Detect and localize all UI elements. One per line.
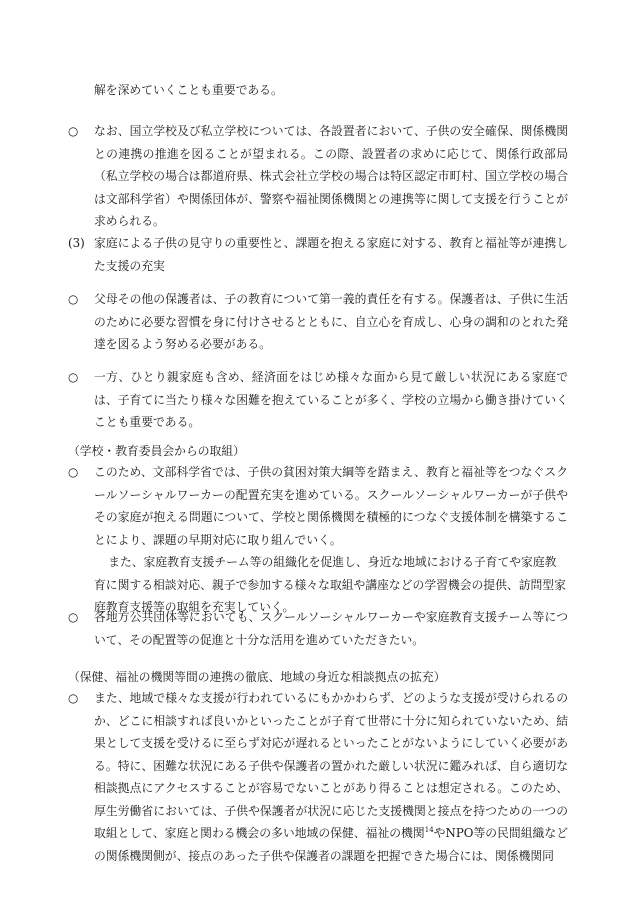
subheading-health-welfare-coordination: [68, 666, 568, 689]
circle-bullet: ○: [68, 370, 79, 384]
section-heading-3: [68, 232, 568, 277]
paragraph-text-part-a: また、地域で様々な支援が行われているにもかかわらず、どのような支援が受けられるのか、どこに相談すれば良いかといったことが子育て世帯に十分に知られていないため、結果として支援を受けるに至らず対応が遅れるといったことがないようにしていく必要がある。特に、困難な状況にある子供や保護者の置かれた厳しい状況に鑑みれば、自ら適切な相談拠点にアクセスすることが容易でないことがあり得ることは想定される。このため、厚生労働省においては、子供や保護者が状況に応じた支援機関と接点を持つための一つの取組として、家庭と関わる機会の多い地域の保健、福祉の機関: [94, 691, 568, 840]
continuation-paragraph: [68, 79, 594, 102]
subheading-text: （学校・教育委員会からの取組）: [68, 444, 245, 458]
circle-bullet: ○: [68, 691, 79, 705]
paragraph-text: [94, 687, 568, 867]
section-number: (3): [68, 236, 85, 250]
paragraph-text: 各地方公共団体等においても、スクールソーシャルワーカーや家庭教育支援チーム等について、その配置等の促進と十分な活用を進めていただきたい。: [94, 610, 568, 647]
bullet-paragraph-school-social-workers: [68, 461, 568, 619]
bullet-paragraph-single-parent-households: [68, 366, 568, 434]
circle-bullet: ○: [68, 292, 79, 306]
paragraph-text: 解を深めていくことも重要である。: [94, 83, 283, 97]
section-title: 家庭による子供の見守りの重要性と、課題を抱える家庭に対する、教育と福祉等が連携した支援の充実: [94, 236, 568, 273]
circle-bullet: ○: [68, 124, 79, 138]
bullet-paragraph-local-governments: [68, 606, 568, 651]
paragraph-text: このため、文部科学省では、子供の貧困対策大綱等を踏まえ、教育と福祉等をつなぐスクールソーシャルワーカーの配置充実を進めている。スクールソーシャルワーカーが子供やその家庭が抱える問題について、学校と関係機関を積極的につなぐ支援体制を構築することにより、課題の早期対応に取り組んでいく。: [94, 465, 568, 547]
paragraph-text: 父母その他の保護者は、子の教育について第一義的責任を有する。保護者は、子供に生活のために必要な習慣を身に付けさせるとともに、自立心を育成し、心身の調和のとれた発達を図るよう努める必要がある。: [94, 292, 568, 351]
paragraph-text: なお、国立学校及び私立学校については、各設置者において、子供の安全確保、関係機関との連携の推進を図ることが望まれる。この際、設置者の求めに応じて、関係行政部局（私立学校の場合は都道府県、株式会社立学校の場合は特区認定市町村、国立学校の場合は文部科学省）や関係団体が、警察や福祉関係機関との連携等に関して支援を行うことが求められる。: [94, 124, 568, 228]
bullet-paragraph-guardians-responsibility: [68, 288, 568, 356]
paragraph-text: 一方、ひとり親家庭も含め、経済面をはじめ様々な面から見て厳しい状況にある家庭では、子育てに当たり様々な困難を抱えていることが多く、学校の立場から働き掛けていくことも重要である。: [94, 370, 568, 429]
subheading-text: （保健、福祉の機関等間の連携の徹底、地域の身近な相談拠点の拡充）: [68, 670, 446, 684]
circle-bullet: ○: [68, 610, 79, 624]
paragraph-text-part-b: やNPO等の民間組織などの関係機関側が、接点のあった子供や保護者の課題を把握できた場合には、関係機関同: [94, 826, 568, 863]
bullet-paragraph-consultation-access: [68, 687, 568, 867]
bullet-paragraph-national-private-schools: [68, 120, 568, 233]
circle-bullet: ○: [68, 465, 79, 479]
subheading-school-board-initiatives: [68, 440, 568, 463]
paragraph-text-continued: また、家庭教育支援チーム等の組織化を促進し、身近な地域における子育てや家庭教育に関する相談対応、親子で参加する様々な取組や講座などの学習機会の提供、訪問型家庭教育支援等の取組を充実していく。: [94, 555, 566, 614]
footnote-reference[interactable]: 14: [424, 826, 434, 835]
